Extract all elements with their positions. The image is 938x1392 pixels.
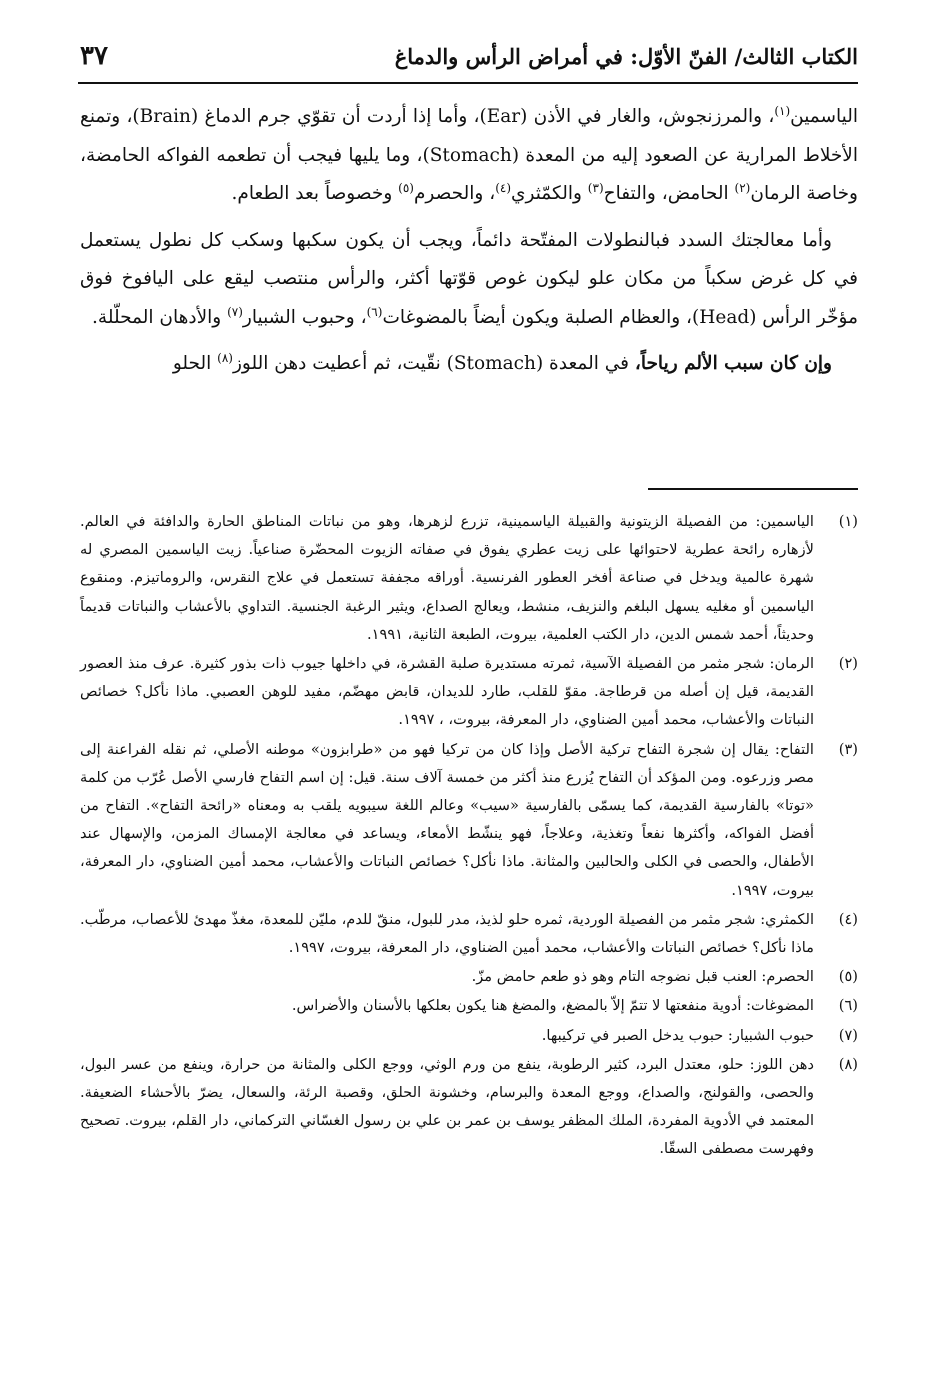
page-number: ٣٧ xyxy=(80,41,108,71)
footnote-ref-7[interactable]: (٧) xyxy=(227,304,243,319)
footnote-text: المضوغات: أدوية منفعتها لا تتمّ إلاّ بالمضغ، والمضغ هنا يكون بعلكها بالأسنان والأضراس. xyxy=(291,997,814,1015)
footnote-ref-5[interactable]: (٥) xyxy=(398,180,414,195)
footnote-7 xyxy=(80,1022,858,1050)
footnote-4 xyxy=(80,906,858,962)
footnote-ref-3[interactable]: (٣) xyxy=(587,180,604,195)
paragraph-1 xyxy=(80,98,858,214)
footnote-1 xyxy=(80,508,858,649)
footnote-number: (٤) xyxy=(838,910,858,928)
footnote-ref-8[interactable]: (٨) xyxy=(217,350,233,365)
footnote-number: (٧) xyxy=(838,1026,858,1044)
footnote-ref-2[interactable]: (٢) xyxy=(734,180,751,195)
header-rule xyxy=(78,82,858,84)
footnote-number: (١) xyxy=(838,513,858,530)
text-run: والكمّثري xyxy=(511,183,588,204)
footnote-text: حبوب الشبيار: حبوب يدخل الصبر في تركيبها. xyxy=(541,1026,814,1044)
text-run: في المعدة (Stomach) نقّيت، ثم أعطيت دهن اللوز xyxy=(232,353,635,374)
main-text xyxy=(80,98,858,392)
text-run: ، والحصرم xyxy=(413,183,496,204)
text-run: والأدهان المحلّلة. xyxy=(92,306,228,328)
footnote-number: (٥) xyxy=(838,968,858,986)
paragraph-3 xyxy=(80,345,858,384)
text-run: وأما معالجتك السدد فبالنطولات المفتّحة دائماً، ويجب أن يكون سكبها وسكب كل نطول يستعمل في كل غرض سكباً من مكان علو ليكون غوص قوّتها أكثر، والرأس منتصب ليقع على اليافوخ فوق مؤخّر الرأس (Head)، والعظام الصلبة ويكون أيضاً بالمضوغات xyxy=(80,229,858,328)
footnote-number: (٨) xyxy=(838,1055,858,1073)
footnote-5 xyxy=(80,963,858,991)
text-run: ، وحبوب الشبيار xyxy=(242,306,367,328)
bold-lead-phrase: وإن كان سبب الألم رياحاً، xyxy=(634,353,832,374)
footnote-number: (٦) xyxy=(838,997,858,1015)
footnote-8 xyxy=(80,1051,858,1164)
footnote-number: (٢) xyxy=(838,655,858,673)
footnote-ref-4[interactable]: (٤) xyxy=(495,180,512,195)
footnote-ref-1[interactable]: (١) xyxy=(774,103,791,118)
footnote-text: التفاح: يقال إن شجرة التفاح تركية الأصل وإذا كان من تركيا فهو من «طرابزون» موطنه الأصلي، ثم نقله الفراعنة إلى مصر وزرعوه. ومن المؤكد أن التفاح يُزرع منذ أكثر من خمسة آلاف سنة. قيل: إن اسم التفاح فارسي الأصل عُرّب من كلمة «توتا» بالفارسية القديمة، كما يسمّى بالفارسية «سيب» وعالم اللغة سيبويه يلقب به ومعناه «رائحة التفاح». التفاح من أفضل الفواكه، وأكثرها نفعاً وتغذية، وعلاجاً، فهو ينشّط الأمعاء، ويساعد في معالجة الإمساك المزمن، والإسهال عند الأطفال، والحصى في الكلى والحالبين والمثانة. ماذا نأكل؟ خصائص النباتات والأعشاب، محمد أمين الضناوي، دار المعرفة، بيروت، ١٩٩٧. xyxy=(80,740,814,899)
paragraph-2 xyxy=(80,222,858,338)
text-run: الياسمين xyxy=(790,106,858,127)
footnotes-section xyxy=(80,508,858,1165)
text-run: وخصوصاً بعد الطعام. xyxy=(231,183,399,204)
footnote-2 xyxy=(80,650,858,735)
text-run: الحلو xyxy=(172,353,218,374)
footnote-text: الحصرم: العنب قبل نضوجه التام وهو ذو طعم حامض مزّ. xyxy=(471,968,814,986)
footnote-text: الياسمين: من الفصيلة الزيتونية والقبيلة الياسمينية، تزرع لزهرها، وهو من نباتات المناطق الحارة والدافئة في العالم. لأزهاره رائحة عطرية لاحتوائها على زيت عطري يفوق في صفاته الزيوت المحضّرة صناعياً. زيت الياسمين المصري له شهرة عالمية ويدخل في صناعة أفخر العطور الفرنسية. أوراقه مجففة تستعمل في علاج النقرس، والروماتيزم. ومنقوع الياسمين أو مغليه يسهل البلغم والنزيف، منشط، ويعالج الصداع، ويثير الرغبة الجنسية. التداوي بالأعشاب والنباتات قديماً وحديثاً، أحمد شمس الدين، دار الكتب العلمية، بيروت، الطبعة الثانية، ١٩٩١. xyxy=(80,513,814,643)
footnote-separator xyxy=(648,488,858,490)
footnote-ref-6[interactable]: (٦) xyxy=(366,304,383,319)
chapter-title: الكتاب الثالث/ الفنّ الأوّل: في أمراض الرأس والدماغ xyxy=(394,43,858,69)
running-header xyxy=(80,36,858,76)
footnote-text: الرمان: شجر مثمر من الفصيلة الآسية، ثمرته مستديرة صلبة القشرة، في داخلها جيوب ذات بذور كثيرة. عرف منذ العصور القديمة، قيل إن أصله من قرطاجة. مقوّ للقلب، طارد للديدان، قابض مهضّم، مفيد للوهن العصبي. ماذا نأكل؟ خصائص النباتات والأعشاب، محمد أمين الضناوي، دار المعرفة، بيروت، ، ١٩٩٧. xyxy=(80,655,814,729)
text-run: ، والمرزنجوش، والغار في الأذن (Ear)، وأما إذا أردت أن تقوّي جرم الدماغ (Brain)، وتمنع الأخلاط المرارية عن الصعود إليه من المعدة (Stomach)، وما يليها فيجب أن تطعمه الفواكه الحامضة، وخاصة الرمان xyxy=(80,106,858,204)
text-run: الحامض، والتفاح xyxy=(603,183,735,204)
footnote-text: الكمثري: شجر مثمر من الفصيلة الوردية، ثمره حلو لذيذ، مدر للبول، منقّ للدم، مليّن للمعدة، مغذّ مهدئ للأعصاب، مرطّب. ماذا نأكل؟ خصائص النباتات والأعشاب، محمد أمين الضناوي، دار المعرفة، بيروت، ١٩٩٧. xyxy=(80,910,814,957)
footnote-6 xyxy=(80,992,858,1020)
footnote-text: دهن اللوز: حلو، معتدل البرد، كثير الرطوبة، ينفع من ورم الوثي، ووجع الكلى والمثانة من حرارة، وينفع من عسر البول، والحصى، والقولنج، والصداع، ووجع المعدة والبرسام، وخشونة الحلق، وقصبة الرئة، والسعال، يضرّ بالأحشاء الضعيفة. المعتمد في الأدوية المفردة، الملك المظفر يوسف بن عمر بن علي بن رسول الغسّاني التركماني، دار القلم، بيروت. تصحيح وفهرست مصطفى السقّا. xyxy=(80,1055,814,1158)
footnote-3 xyxy=(80,736,858,905)
footnote-number: (٣) xyxy=(838,740,858,758)
